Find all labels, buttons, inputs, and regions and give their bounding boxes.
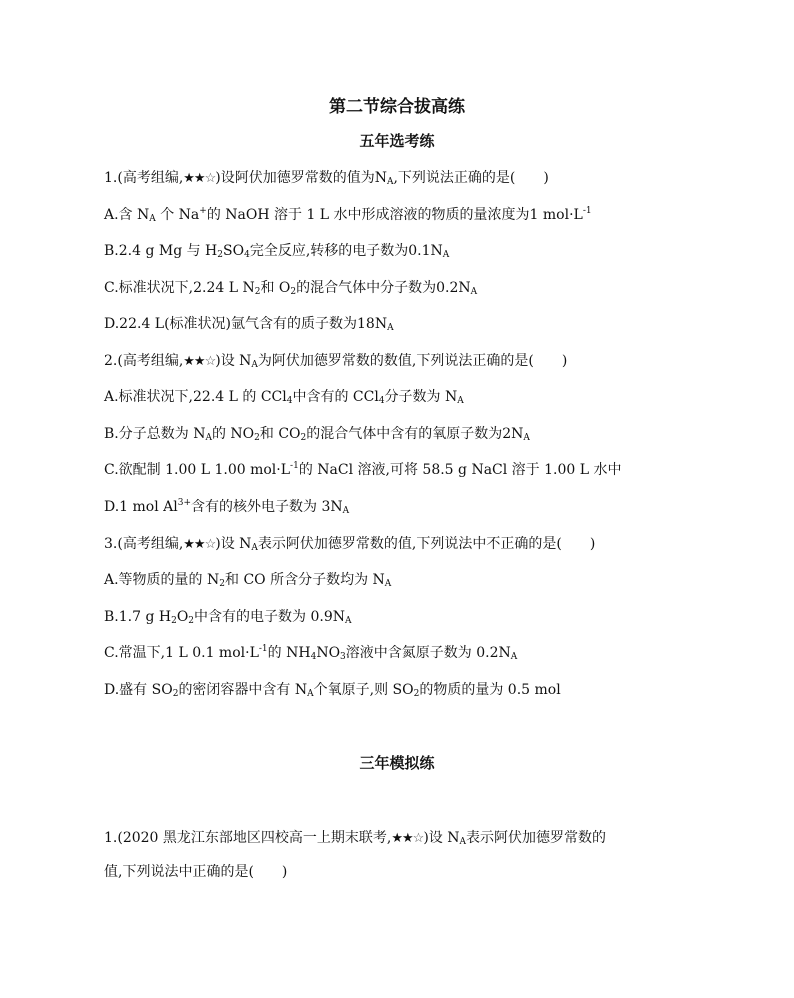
q1-option-a: A.含 $N_A$ 个 Na+的 NaOH 溶于 1 L 水中形成溶液的物质的量浓度为1 $mol\cdot L^{-1}$ [104,206,592,224]
q2-option-d: D.1 mol $Al^{3+}$含有的核外电子数为 $3N_A$ [104,498,350,516]
q4-stem-line2: 值,下列说法中正确的是( ) [104,864,288,880]
q1-option-d: D.22.4 L(标准状况)氩气含有的质子数为$18N_A$ [104,316,394,333]
section-title-three-years: 三年模拟练 [359,754,435,772]
q1-option-c: C.标准状况下,2.24 L $N_2$和 $O_2$的混合气体中分子数为$0.2N_A$ [104,280,478,297]
star-hollow-icon: ☆ [204,171,216,186]
star-rating-icon: ★★ [391,831,413,846]
q2-option-c: C.欲配制 1.00 L 1.00 $mol\cdot L^{-1}$的 NaCl 溶液,可将 58.5 g NaCl 溶于 1.00 L 水中 [104,461,622,478]
q3-option-a: A.等物质的量的 $N_2$和 CO 所含分子数均为 $N_A$ [104,572,392,589]
q3-option-d: D.盛有 $SO_2$的密闭容器中含有 $N_A$个氧原子,则 $SO_2$的物质的量为 0.5 mol [104,682,561,699]
q3-option-c: C.常温下,1 L 0.1 $mol\cdot L^{-1}$的 $NH_4NO_3$溶液中含氮原子数为 $0.2N_A$ [104,644,518,662]
star-hollow-icon: ☆ [204,537,216,552]
q2-stem: 2.(高考组编,★★☆)设 $N_A$为阿伏加德罗常数的数值,下列说法正确的是( ) [104,353,568,370]
q2-option-a: A.标准状况下,22.4 L 的 CCl$_4$中含有的 CCl$_4$分子数为 $N_A$ [104,389,464,406]
q1-stem: 1.(高考组编,★★☆)设阿伏加德罗常数的值为$N_A$,下列说法正确的是( ) [104,170,549,187]
q4-stem: 1.(2020 黑龙江东部地区四校高一上期末联考,★★☆)设 $N_A$表示阿伏加德罗常数的 [104,830,606,847]
q3-stem: 3.(高考组编,★★☆)设 $N_A$表示阿伏加德罗常数的值,下列说法中不正确的是( ) [104,536,596,553]
page-title: 第二节综合拔高练 [329,97,465,117]
star-rating-icon: ★★ [183,354,205,369]
q1-option-b: B.2.4 g Mg 与 $H_2SO_4$完全反应,转移的电子数为$0.1N_A$ [104,243,450,260]
star-rating-icon: ★★ [183,537,205,552]
q2-option-b: B.分子总数为 $N_A$的 $NO_2$和 $CO_2$的混合气体中含有的氧原子数为$2N_A$ [104,426,530,443]
section-title-five-years: 五年选考练 [359,132,435,150]
star-hollow-icon: ☆ [412,831,424,846]
q3-option-b: B.1.7 g $H_2O_2$中含有的电子数为 $0.9N_A$ [104,609,352,626]
star-hollow-icon: ☆ [204,354,216,369]
star-rating-icon: ★★ [183,171,205,186]
